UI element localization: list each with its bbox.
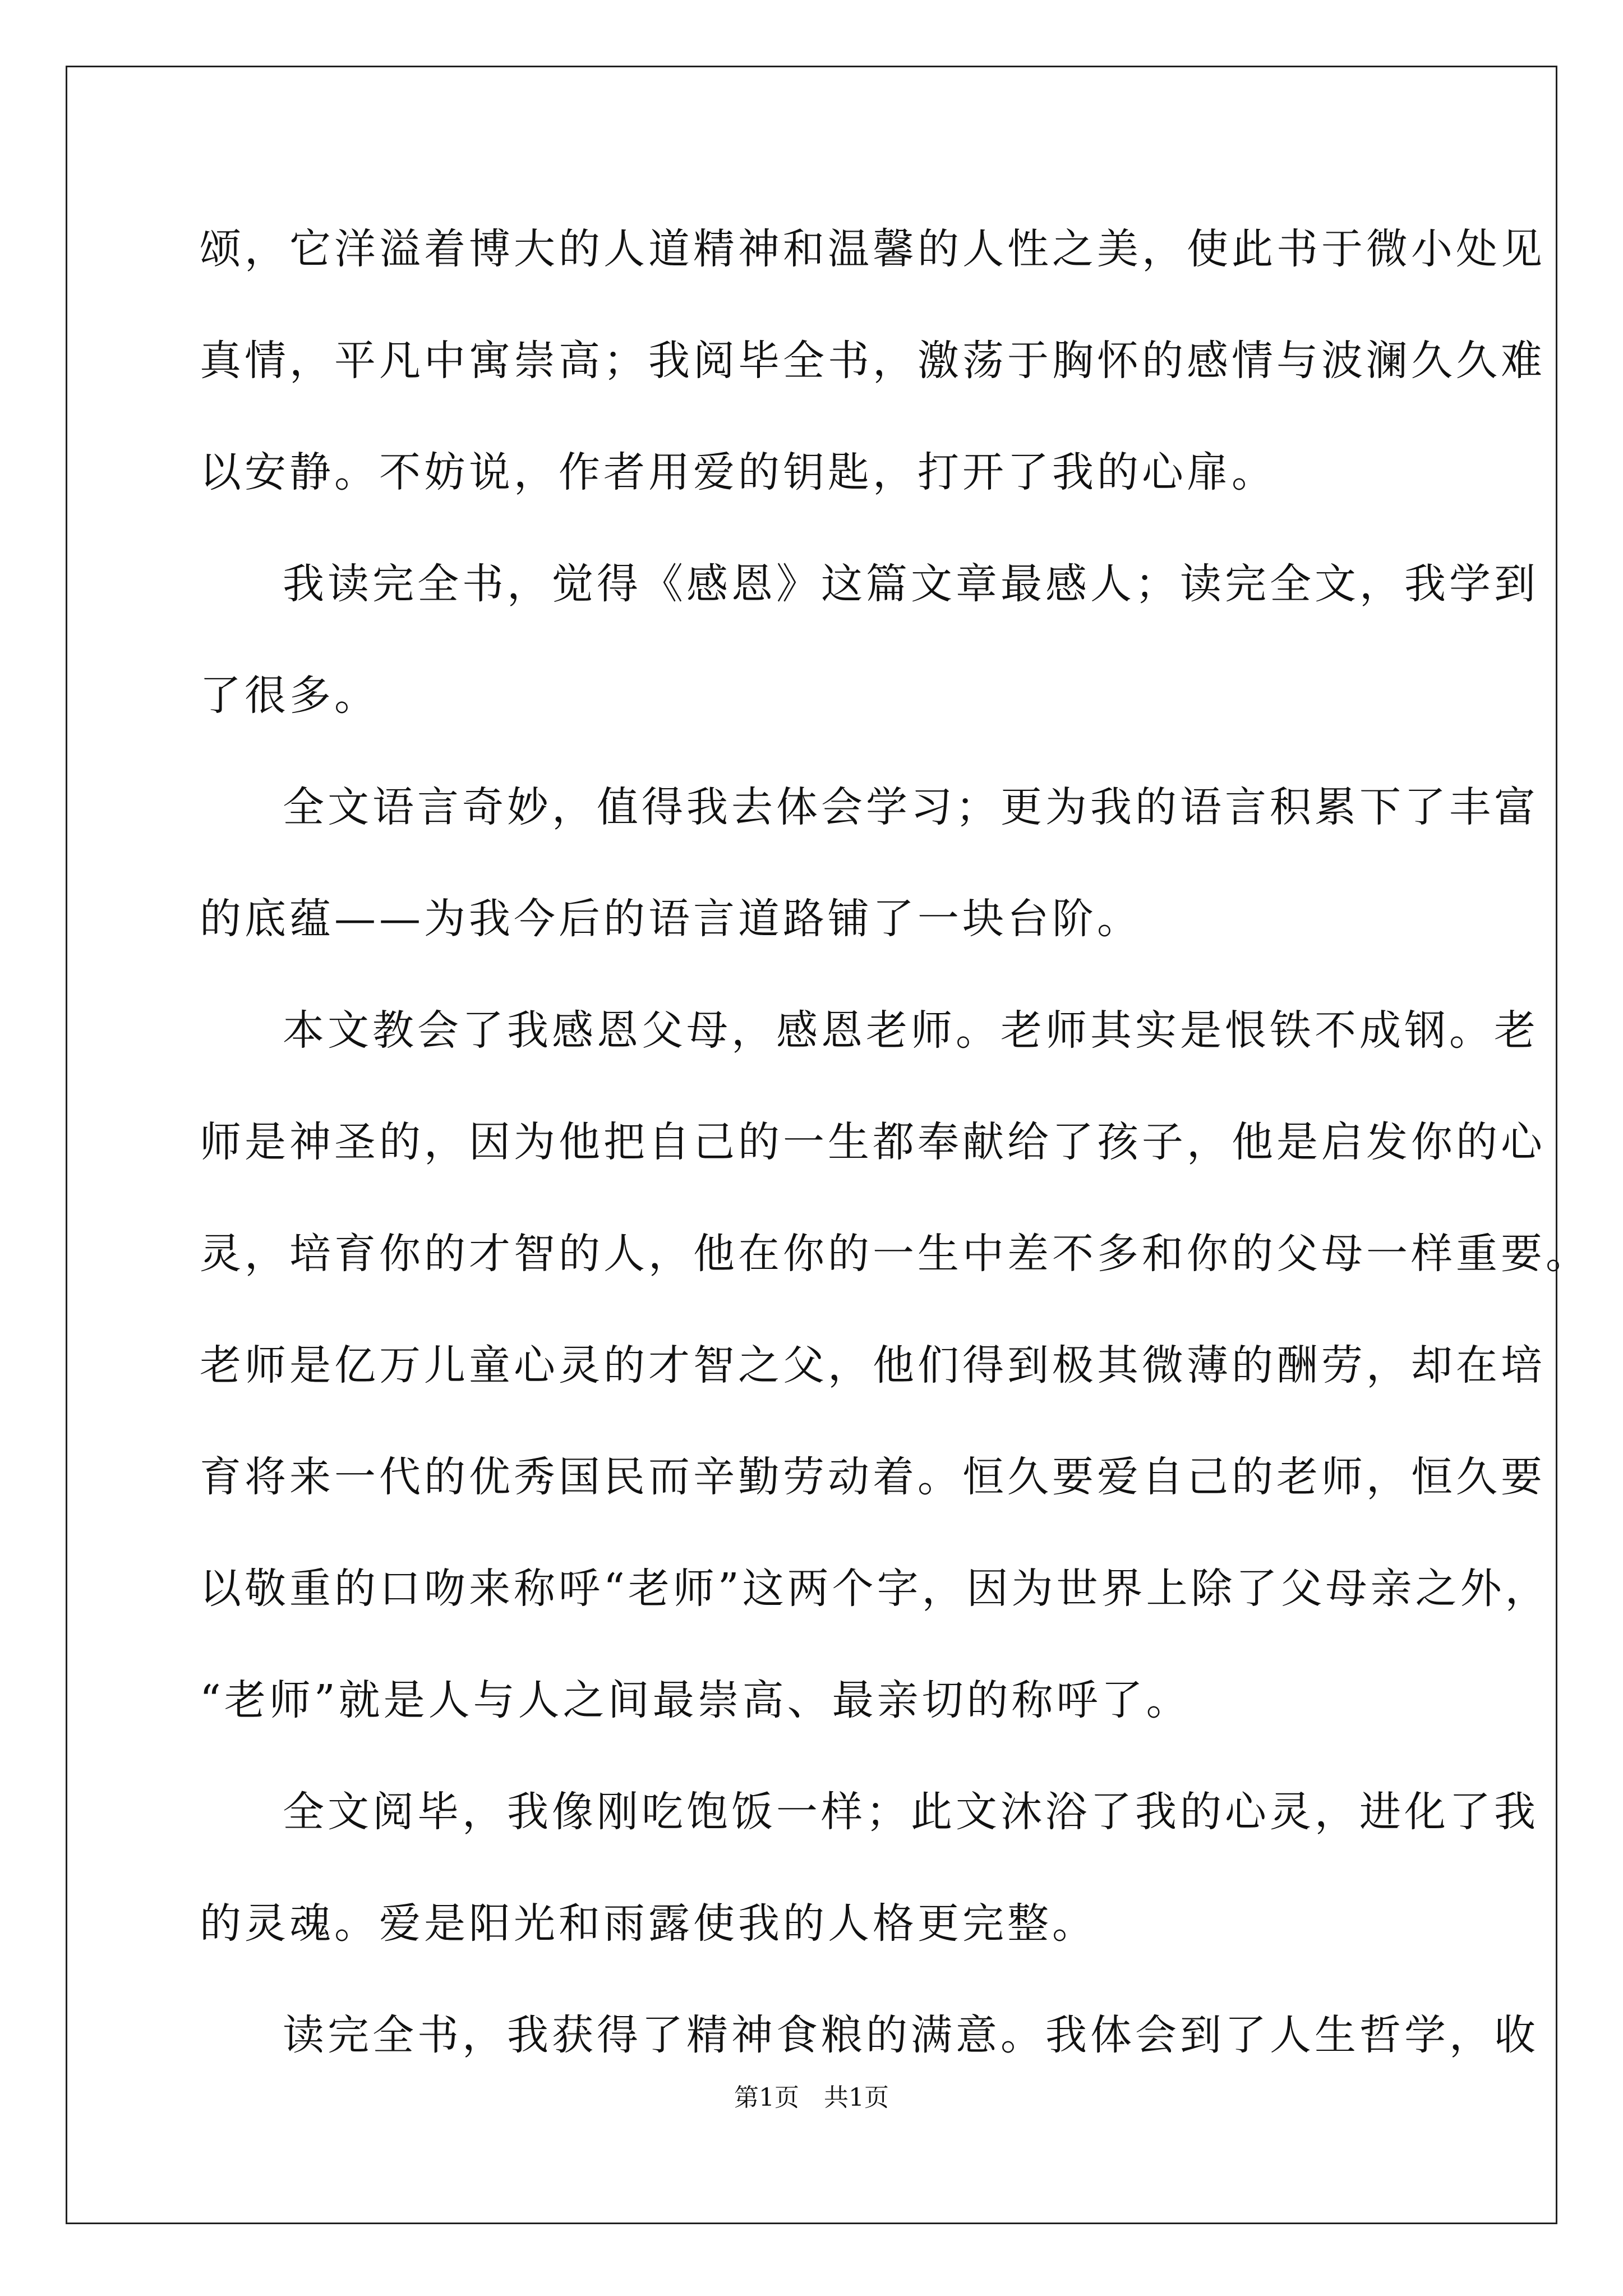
text-line: 以敬重的口吻来称呼“老师”这两个字，因为世界上除了父母亲之外， <box>200 1565 1550 1613</box>
paragraph-start-line: 全文阅毕，我像刚吃饱饭一样；此文沐浴了我的心灵，进化了我 <box>283 1788 1539 1836</box>
text-line: 灵，培育你的才智的人，他在你的一生中差不多和你的父母一样重要。 <box>200 1230 1590 1278</box>
paragraph-start-line: 本文教会了我感恩父母，感恩老师。老师其实是恨铁不成钢。老 <box>283 1006 1539 1055</box>
text-line: 的灵魂。爱是阳光和雨露使我的人格更完整。 <box>200 1899 1097 1948</box>
text-line: 育将来一代的优秀国民而辛勤劳动着。恒久要爱自己的老师，恒久要 <box>200 1453 1546 1501</box>
paragraph-start-line: 我读完全书，觉得《感恩》这篇文章最感人；读完全文，我学到 <box>283 560 1539 608</box>
text-line: 了很多。 <box>200 671 379 720</box>
text-line: 老师是亿万儿童心灵的才智之父，他们得到极其微薄的酬劳，却在培 <box>200 1341 1546 1389</box>
page-number-footer: 第1页 共1页 <box>734 2083 889 2112</box>
text-line: 的底蕴——为我今后的语言道路铺了一块台阶。 <box>200 895 1142 943</box>
text-line: 师是神圣的，因为他把自己的一生都奉献给了孩子，他是启发你的心 <box>200 1118 1546 1166</box>
text-line: 以安静。不妨说，作者用爱的钥匙，打开了我的心扉。 <box>200 448 1276 496</box>
text-line: “老师”就是人与人之间最崇高、最亲切的称呼了。 <box>200 1676 1191 1724</box>
text-line: 真情，平凡中寓崇高；我阅毕全书，激荡于胸怀的感情与波澜久久难 <box>200 337 1546 385</box>
text-line: 颂，它洋溢着博大的人道精神和温馨的人性之美，使此书于微小处见 <box>200 225 1546 273</box>
paragraph-start-line: 读完全书，我获得了精神食粮的满意。我体会到了人生哲学，收 <box>283 2011 1539 2059</box>
paragraph-start-line: 全文语言奇妙，值得我去体会学习；更为我的语言积累下了丰富 <box>283 783 1539 831</box>
